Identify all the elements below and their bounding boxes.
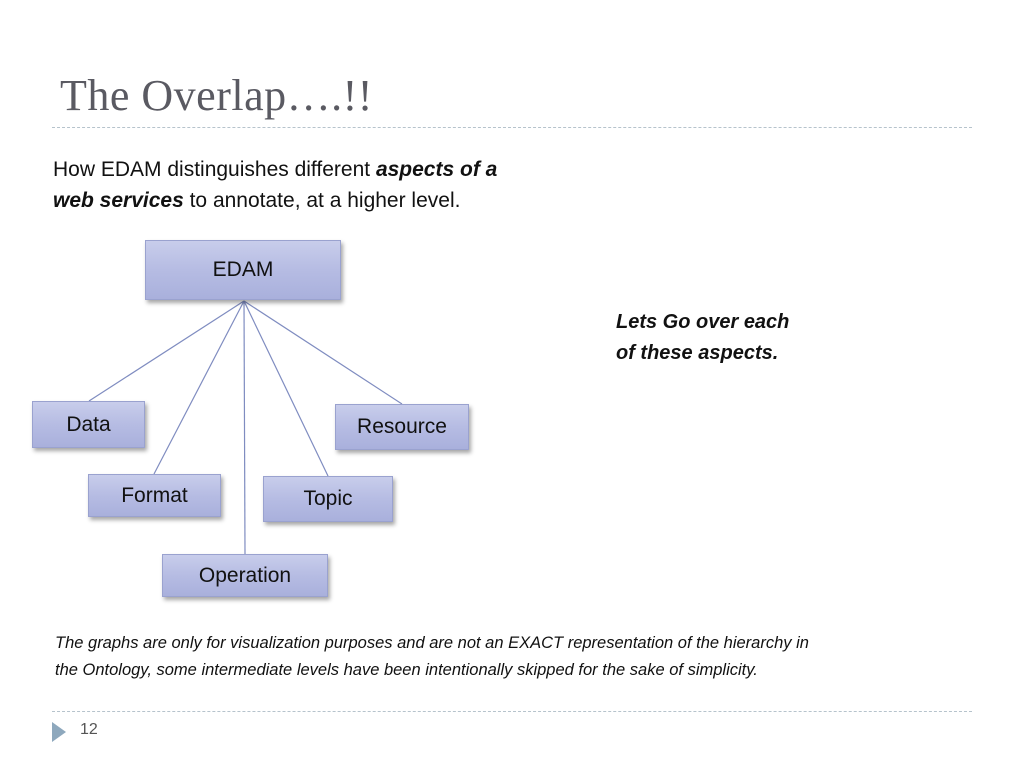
node-edam-label: EDAM — [212, 258, 274, 281]
footnote-line1: The graphs are only for visualization purposes and are not an EXACT representation of the hierarchy in — [55, 634, 809, 652]
footer-divider — [52, 711, 972, 712]
node-topic — [263, 476, 393, 522]
node-resource — [335, 404, 469, 450]
footnote-line2: the Ontology, some intermediate levels have been intentionally skipped for the sake of simplicity. — [55, 661, 758, 679]
intro-emphasis-2: web services — [53, 189, 184, 212]
play-arrow-icon — [52, 722, 66, 742]
node-edam — [145, 240, 341, 300]
title-divider — [52, 127, 972, 128]
edge-edam-operation — [244, 301, 245, 554]
node-topic-label: Topic — [303, 487, 353, 510]
edge-edam-format — [154, 301, 244, 474]
node-format-label: Format — [121, 483, 188, 507]
footnote — [55, 630, 955, 684]
intro-emphasis-1: aspects of a — [375, 158, 498, 181]
intro-part2: to annotate, at a higher level. — [183, 189, 461, 212]
slide-title: The Overlap….!! — [60, 71, 373, 120]
node-data-label: Data — [66, 412, 111, 436]
edge-edam-resource — [244, 301, 402, 404]
node-operation — [162, 554, 328, 597]
side-note — [616, 307, 856, 369]
side-note-line2: of these aspects. — [616, 342, 779, 364]
intro-text — [53, 154, 573, 216]
intro-part1: How EDAM distinguishes different — [53, 158, 376, 181]
edge-edam-topic — [244, 301, 328, 476]
node-resource-label: Resource — [357, 415, 447, 438]
node-data — [32, 401, 145, 448]
page-number: 12 — [80, 721, 98, 738]
side-note-line1: Lets Go over each — [616, 311, 790, 333]
node-operation-label: Operation — [198, 563, 292, 587]
edge-edam-data — [89, 301, 244, 401]
node-format — [88, 474, 221, 517]
